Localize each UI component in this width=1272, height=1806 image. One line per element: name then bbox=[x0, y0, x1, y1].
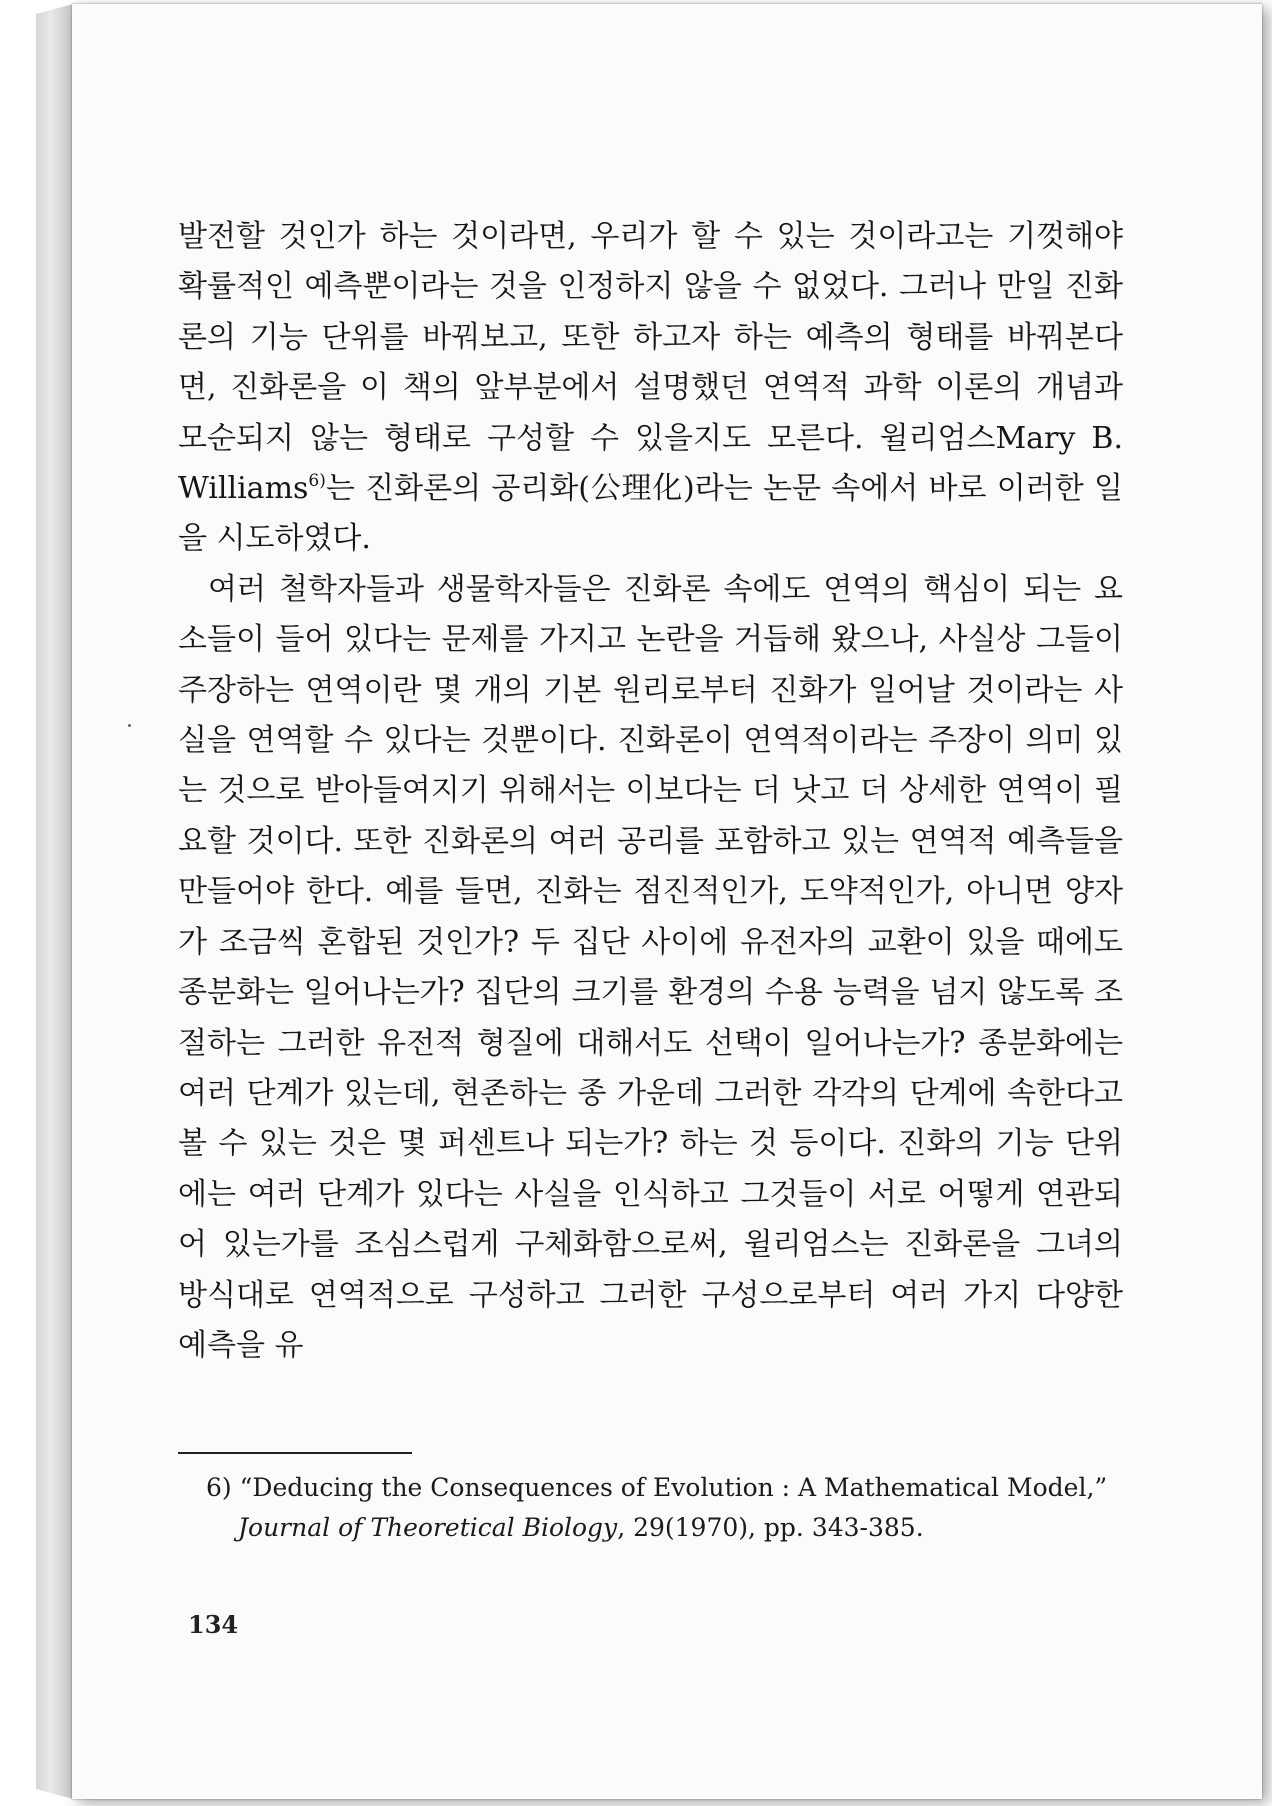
footnote-title: “Deducing the Consequences of Evolution : A Mathematical Model,” bbox=[239, 1473, 1108, 1502]
paragraph-1-text: 발전할 것인가 하는 것이라면, 우리가 할 수 있는 것이라고는 기껏해야 확률적인 예측뿐이라는 것을 인정하지 않을 수 없었다. 그러나 만일 진화론의 기능 단위를 바꿔보고, 또한 하고자 하는 예측의 형태를 바꿔본다면, 진화론을 이 책의 앞부분에서 설명했던 연역적 과학 이론의 개념과 모순되지 않는 형태로 구성할 수 있을지도 모른다. 윌리엄스Mary B. Williams bbox=[178, 219, 1123, 507]
page-number: 134 bbox=[188, 1610, 239, 1639]
footnote bbox=[206, 1468, 1124, 1548]
scan-speck bbox=[128, 724, 131, 727]
paragraph-1-text-continued: 는 진화론의 공리화(公理化)라는 논문 속에서 바로 이러한 일을 시도하였다. bbox=[178, 471, 1123, 557]
footnote-journal: Journal of Theoretical Biology bbox=[238, 1513, 618, 1542]
footnote-number: 6) bbox=[206, 1473, 232, 1502]
body-text bbox=[178, 212, 1123, 1371]
paragraph-1 bbox=[178, 212, 1123, 565]
page-stack-edge bbox=[36, 4, 73, 1799]
footnote-details: , 29(1970), pp. 343-385. bbox=[617, 1513, 924, 1542]
footnote-reference[interactable]: 6) bbox=[308, 471, 326, 492]
footnote-divider bbox=[178, 1452, 412, 1454]
paragraph-2: 여러 철학자들과 생물학자들은 진화론 속에도 연역의 핵심이 되는 요소들이 들어 있다는 문제를 가지고 논란을 거듭해 왔으나, 사실상 그들이 주장하는 연역이란 몇 개의 기본 원리로부터 진화가 일어날 것이라는 사실을 연역할 수 있다는 것뿐이다. 진화론이 연역적이라는 주장이 의미 있는 것으로 받아들여지기 위해서는 이보다는 더 낫고 더 상세한 연역이 필요할 것이다. 또한 진화론의 여러 공리를 포함하고 있는 연역적 예측들을 만들어야 한다. 예를 들면, 진화는 점진적인가, 도약적인가, 아니면 양자가 조금씩 혼합된 것인가? 두 집단 사이에 유전자의 교환이 있을 때에도 종분화는 일어나는가? 집단의 크기를 환경의 수용 능력을 넘지 않도록 조절하는 그러한 유전적 형질에 대해서도 선택이 일어나는가? 종분화에는 여러 단계가 있는데, 현존하는 종 가운데 그러한 각각의 단계에 속한다고 볼 수 있는 것은 몇 퍼센트나 되는가? 하는 것 등이다. 진화의 기능 단위에는 여러 단계가 있다는 사실을 인식하고 그것들이 서로 어떻게 연관되어 있는가를 조심스럽게 구체화함으로써, 윌리엄스는 진화론을 그녀의 방식대로 연역적으로 구성하고 그러한 구성으로부터 여러 가지 다양한 예측을 유 bbox=[178, 571, 1123, 1363]
footnote-citation-line bbox=[206, 1508, 1124, 1548]
